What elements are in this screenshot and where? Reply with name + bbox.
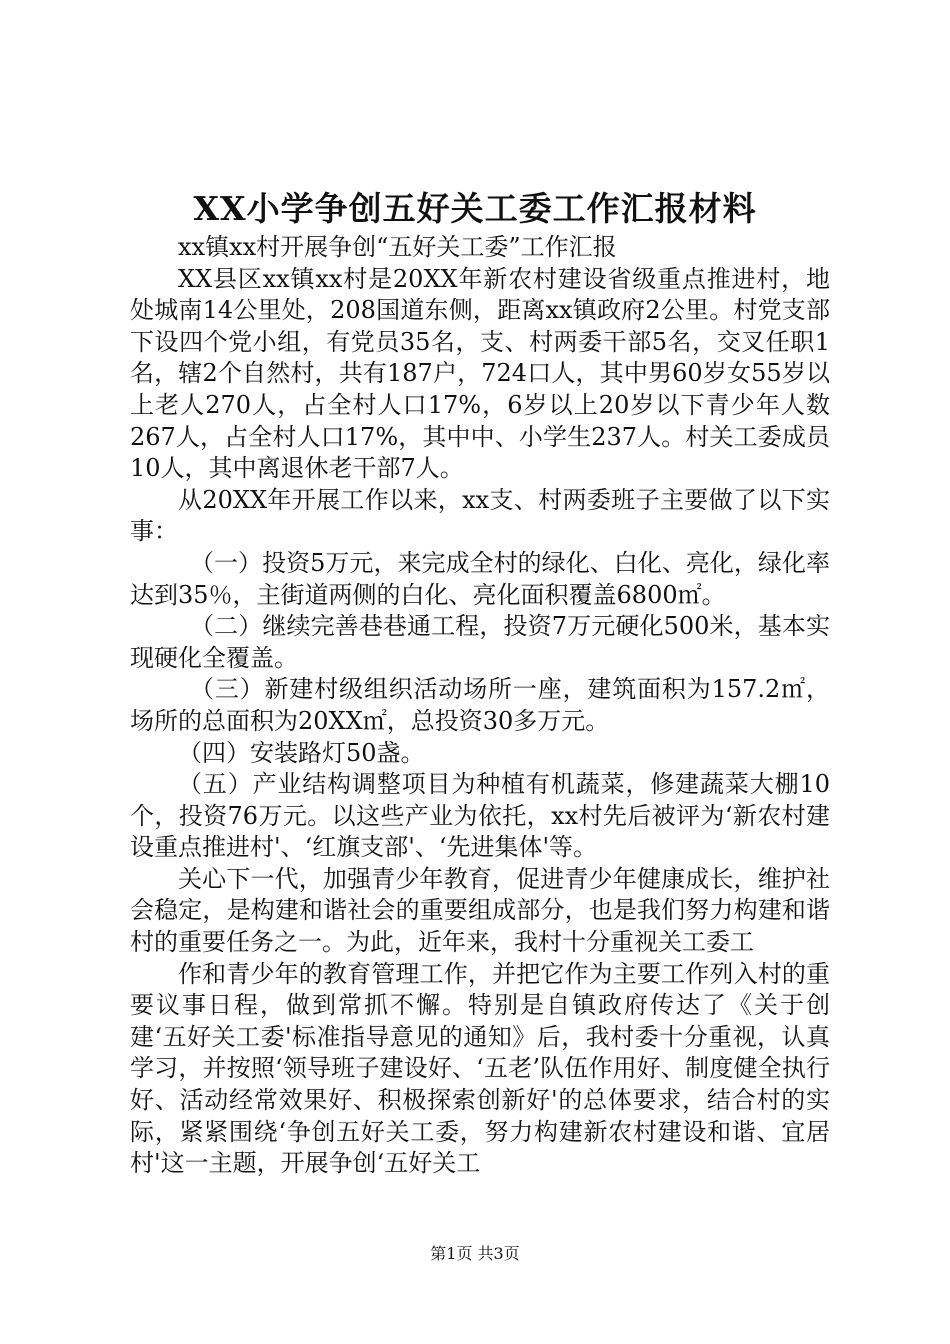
paragraph-village-overview: XX县区xx镇xx村是20XX年新农村建设省级重点推进村，地处城南14公里处，208国道东侧，距离xx镇政府2公里。村党支部下设四个党小组，有党员35名，支、村两委干部5名，交叉任职1名，辖2个自然村，共有187户，724口人，其中男60岁女55岁以上老人270人，占全村人口17%，6岁以上20岁以下青少年人数267人，占全村人口17%，其中中、小学生237人。村关工委成员10人，其中离退休老干部7人。 bbox=[130, 264, 830, 483]
paragraph-item-2: （二）继续完善巷巷通工程，投资7万元硬化500米，基本实现硬化全覆盖。 bbox=[130, 612, 830, 672]
paragraph-item-1: （一）投资5万元，来完成全村的绿化、白化、亮化，绿化率达到35％，主街道两侧的白化、亮化面积覆盖6800㎡。 bbox=[130, 548, 830, 609]
document-title: XX小学争创五好关工委工作汇报材料 bbox=[193, 189, 757, 228]
paragraph-item-5: （五）产业结构调整项目为种植有机蔬菜，修建蔬菜大棚10个，投资76万元。以这些产业为依托，xx村先后被评为‘新农村建设重点推进村'、‘红旗支部'、‘先进集体'等。 bbox=[130, 770, 830, 862]
paragraph-item-3: （三）新建村级组织活动场所一座，建筑面积为157.2㎡，场所的总面积为20XX㎡，总投资30多万元。 bbox=[130, 675, 830, 735]
paragraph-youth-care: 关心下一代，加强青少年教育，促进青少年健康成长，维护社会稳定，是构建和谐社会的重要组成部分，也是我们努力构建和谐村的重要任务之一。为此，近年来，我村十分重视关工委工 bbox=[130, 864, 830, 957]
document-body bbox=[130, 232, 830, 1180]
paragraph-work-intro: 从20XX年开展工作以来，xx支、村两委班子主要做了以下实事： bbox=[130, 485, 830, 546]
paragraph-committee-work: 作和青少年的教育管理工作，并把它作为主要工作列入村的重要议事日程，做到常抓不懈。特别是自镇政府传达了《关于创建‘五好关工委'标准指导意见的通知》后，我村委十分重视，认真学习，并按照‘领导班子建设好、‘五老’队伍作用好、制度健全执行好、活动经常效果好、积极探索创新好'的总体要求，结合村的实际，紧紧围绕‘争创五好关工委，努力构建新农村建设和谐、宜居村'这一主题，开展争创‘五好关工 bbox=[130, 959, 830, 1178]
page-number-footer: 第1页 共3页 bbox=[430, 1244, 520, 1263]
paragraph-subtitle: xx镇xx村开展争创“五好关工委”工作汇报 bbox=[178, 233, 617, 261]
paragraph-item-4: （四）安装路灯50盏。 bbox=[178, 738, 425, 767]
